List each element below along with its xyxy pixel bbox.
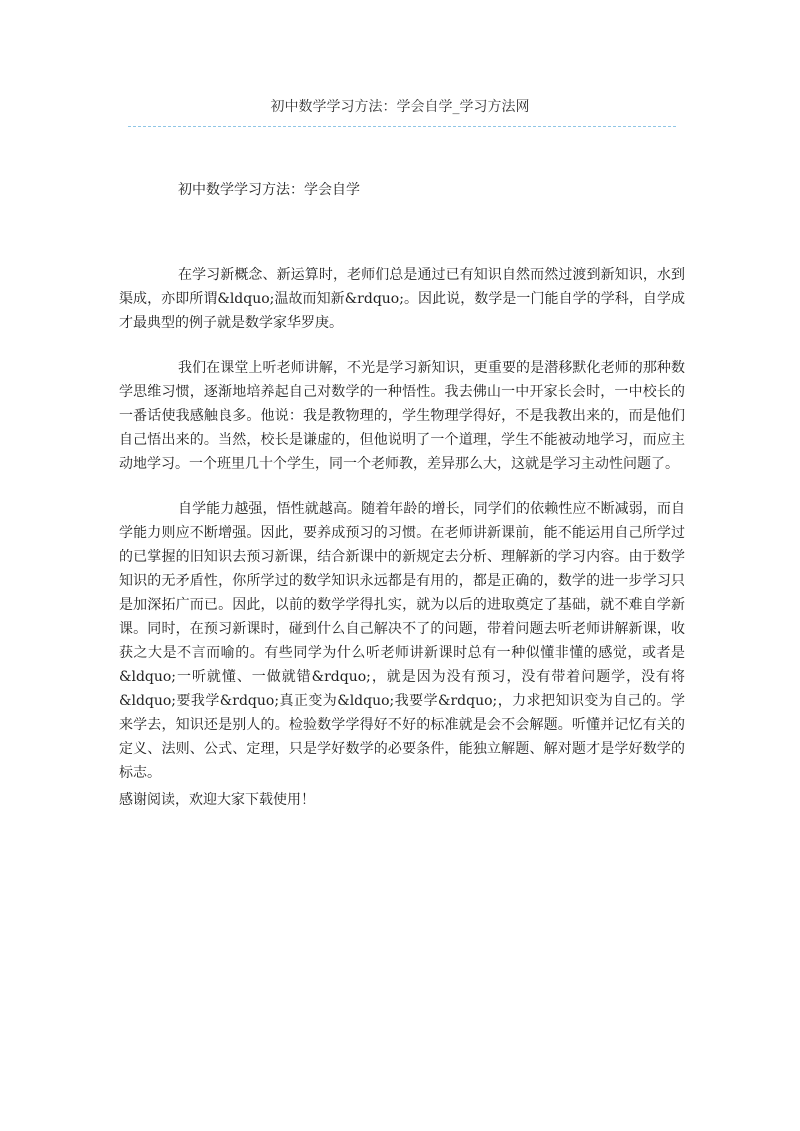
page-header-title: 初中数学学习方法：学会自学_学习方法网 [270, 99, 530, 115]
article-paragraph-1: 在学习新概念、新运算时，老师们总是通过已有知识自然而然过渡到新知识，水到渠成，亦即所谓&ldquo;温故而知新&rdquo;。因此说，数学是一门能自学的学科，自学成才最典型的例子就是数学家华罗庚。 [119, 267, 685, 331]
footer-thanks-text: 感谢阅读，欢迎大家下载使用！ [119, 792, 315, 808]
article-body [119, 263, 685, 806]
article-subtitle: 初中数学学习方法：学会自学 [178, 182, 360, 198]
article-paragraph-3: 自学能力越强，悟性就越高。随着年龄的增长，同学们的依赖性应不断减弱，而自学能力则应不断增强。因此，要养成预习的习惯。在老师讲新课前，能不能运用自己所学过的已掌握的旧知识去预习新课，结合新课中的新规定去分析、理解新的学习内容。由于数学知识的无矛盾性，你所学过的数学知识永远都是有用的，都是正确的，数学的进一步学习只是加深拓广而已。因此，以前的数学学得扎实，就为以后的进取奠定了基础，就不难自学新课。同时，在预习新课时，碰到什么自己解决不了的问题，带着问题去听老师讲解新课，收获之大是不言而喻的。有些同学为什么听老师讲新课时总有一种似懂非懂的感觉，或者是&ldquo;一听就懂、一做就错&rdquo;，就是因为没有预习，没有带着问题学，没有将&ldquo;要我学&rdquo;真正变为&ldquo;我要学&rdquo;，力求把知识变为自己的。学来学去，知识还是别人的。检验数学学得好不好的标准就是会不会解题。听懂并记忆有关的定义、法则、公式、定理，只是学好数学的必要条件，能独立解题、解对题才是学好数学的标志。 [119, 501, 685, 781]
article-paragraph-2: 我们在课堂上听老师讲解，不光是学习新知识，更重要的是潜移默化老师的那种数学思维习惯，逐渐地培养起自己对数学的一种悟性。我去佛山一中开家长会时，一中校长的一番话使我感触良多。他说：我是教物理的，学生物理学得好，不是我教出来的，而是他们自己悟出来的。当然，校长是谦虚的，但他说明了一个道理，学生不能被动地学习，而应主动地学习。一个班里几十个学生，同一个老师教，差异那么大，这就是学习主动性问题了。 [119, 360, 685, 472]
header-dashed-divider [128, 126, 676, 127]
